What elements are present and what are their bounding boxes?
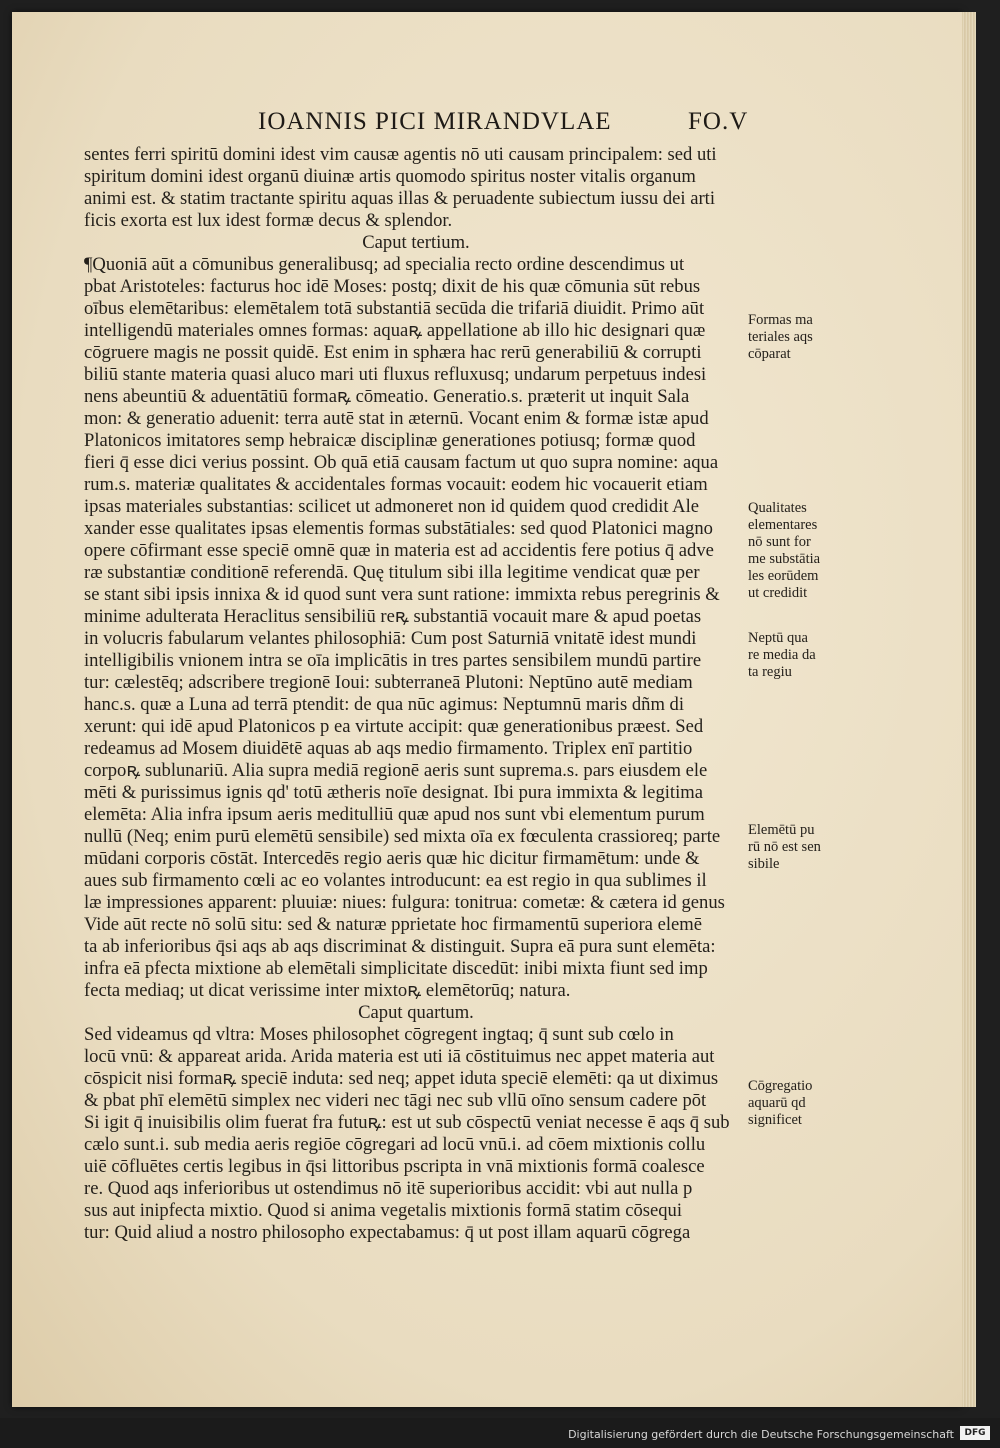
text-line: elemēta: Alia infra ipsum aeris meditulliū quæ apud nos sunt vbi elementum purum [84, 804, 705, 825]
margin-note-line: significet [748, 1112, 802, 1128]
margin-note [748, 822, 848, 873]
text-line: Si igit q̄ inuisibilis olim fuerat fra futuꝶ: est ut sub cōspectū veniat necesse ē aqs q̄ sub [84, 1112, 730, 1133]
text-line: re. Quod aqs inferioribus ut ostendimus nō itē superioribus accidit: vbi aut nulla p [84, 1178, 693, 1199]
text-line: cōgruere magis ne possit quidē. Est enim in sphæra hac rerū generabiliū & corrupti [84, 342, 702, 363]
text-line: & pbat phī elemētū simplex nec videri nec tāgi nec sub vllū oīno sensum cadere pōt [84, 1090, 707, 1111]
text-line: infra eā pfecta mixtione ab elemētali simplicitate discedūt: inibi mixta fiunt sed imp [84, 958, 708, 979]
margin-note-line: Cōgregatio [748, 1078, 813, 1094]
text-line: pbat Aristoteles: facturus hoc idē Moses: postq; dixit de his quæ cōmunia sūt rebus [84, 276, 701, 297]
chapter-heading: Caput tertium. [362, 232, 470, 253]
margin-note-line: nō sunt for [748, 534, 811, 550]
text-line: nens abeuntiū & aduentātiū formaꝶ cōmeatio. Generatio.s. præterit ut inquit Sala [84, 386, 690, 407]
text-line: ¶Quoniā aūt a cōmunibus generalibusq; ad specialia recto ordine descendimus ut [84, 254, 685, 275]
text-line: intelligendū materiales omnes formas: aquaꝶ appellatione ab illo hic designari quæ [84, 320, 706, 341]
margin-note-line: rū nō est sen [748, 839, 821, 855]
text-line: se stant sibi ipsis innixa & id quod sunt vera sunt ratione: immixta rebus peregrinis & [84, 584, 720, 605]
main-text-block [84, 144, 748, 1244]
margin-note [748, 630, 848, 681]
text-line: minime adulterata Heraclitus sensibiliū reꝶ substantiā vocauit mare & apud poetas [84, 606, 702, 627]
margin-note-line: me substātia [748, 551, 821, 567]
margin-note-line: aquarū qd [748, 1095, 806, 1111]
margin-note-line: teriales aqs [748, 329, 813, 345]
margin-note-line: Elemētū pu [748, 822, 815, 838]
text-line: mon: & generatio aduenit: terra autē stat in æternū. Vocant enim & formæ istæ apud [84, 408, 709, 429]
text-line: spiritum domini idest organū diuinæ artis quomodo spiritus noster vitalis organum [84, 166, 696, 187]
text-line: nullū (Neq; enim purū elemētū sensibile) sed mixta oīa ex fœculenta crassioreq; parte [84, 826, 721, 847]
margin-note-line: cōparat [748, 346, 791, 362]
text-line: intelligibilis vnionem intra se oīa implicātis in tres partes sensibilem mundū partire [84, 650, 702, 671]
margin-note-line: elementares [748, 517, 818, 533]
text-line: læ impressiones apparent: pluuiæ: niues: fulgura: tonitrua: cometæ: & cætera id genus [84, 892, 725, 913]
text-line: cōspicit nisi formaꝶ speciē induta: sed neq; appet iduta speciē elemēti: qa ut diximus [84, 1068, 719, 1089]
text-line: fecta mediaq; ut dicat verissime inter mixtoꝶ elemētorūq; natura. [84, 980, 571, 1001]
running-head-title: IOANNIS PICI MIRANDVLAE [258, 108, 612, 135]
text-line: rum.s. materiæ qualitates & accidentales formas vocauit: eodem hic vocauerit etiam [84, 474, 708, 495]
margin-note-line: Qualitates [748, 500, 807, 516]
text-line: fieri q̄ esse dici verius possint. Ob quā etiā causam factum ut quo supra nomine: aqua [84, 452, 719, 473]
margin-note-line: sibile [748, 856, 780, 872]
margin-note-line: ta regiu [748, 664, 792, 680]
text-line: mūdani corporis cōstāt. Intercedēs regio aeris quæ hic dicitur firmamētum: unde & [84, 848, 700, 869]
text-line: Platonicos imitatores semp hebraicæ disciplinæ generationes potiusq; formæ quod [84, 430, 696, 451]
text-line: ræ substantiæ conditionē referendā. Quę titulum sibi illa legitime vendicat quæ per [84, 562, 700, 583]
text-line: redeamus ad Mosem diuidētē aquas ab aqs medio firmamento. Triplex enī partitio [84, 738, 693, 759]
text-line: ipsas materiales substantias: scilicet ut admoneret non id quidem quod credidit Ale [84, 496, 700, 517]
text-line: tur: Quid aliud a nostro philosopho expectabamus: q̄ ut post illam aquarū cōgrega [84, 1222, 691, 1243]
text-line: oībus elemētaribus: elemētalem totā substantiā secūda die trifariā diuidit. Primo aūt [84, 298, 705, 319]
text-line: Sed videamus qd vltra: Moses philosophet cōgregent ingtaq; q̄ sunt sub cœlo in [84, 1024, 674, 1045]
margin-note-line: ut credidit [748, 585, 808, 601]
text-line: locū vnū: & appareat arida. Arida materia est uti iā cōstituimus nec appet materia aut [84, 1046, 715, 1067]
funding-credit: Digitalisierung gefördert durch die Deutsche Forschungsgemeinschaft [568, 1428, 954, 1441]
text-line: ta ab inferioribus q̄si aqs ab aqs discriminat & distinguit. Supra eā pura sunt elemēta: [84, 936, 716, 957]
page-edge [962, 12, 976, 1407]
text-line: sus aut inipfecta mixtio. Quod si anima vegetalis mixtionis formā statim cōsequi [84, 1200, 682, 1221]
margin-note [748, 1078, 848, 1129]
text-line: mēti & purissimus ignis qd' totū ætheris noīe designat. Ibi pura immixta & legitima [84, 782, 703, 803]
margin-note [748, 312, 848, 363]
text-line: opere cōfirmant esse speciē omnē quæ in materia est ad accidentis fere potius q̄ adve [84, 540, 714, 561]
text-line: in volucris fabularum velantes philosophiā: Cum post Saturniā vnitatē idest mundi [84, 628, 697, 649]
margin-note-line: Formas ma [748, 312, 813, 328]
margin-note [748, 500, 848, 602]
text-line: uiē cōfluētes certis legibus in q̄si littoribus pscripta in vnā mixtionis formā coalesce [84, 1156, 705, 1177]
text-line: biliū stante materia quasi aluco mari uti fluxus refluxusq; undarum perpetuus indesi [84, 364, 707, 385]
dfg-logo: DFG [960, 1426, 990, 1440]
text-line: xerunt: qui idē apud Platonicos p ea virtute accipit: quæ generationibus præest. Sed [84, 716, 704, 737]
margin-note-line: Neptū qua [748, 630, 808, 646]
text-line: Vide aūt recte nō solū situ: sed & naturæ pprietate hoc firmamentū superiora elemē [84, 914, 702, 935]
text-line: aues sub firmamento cœli ac eo volantes introducunt: ea est regio in qua sublimes il [84, 870, 707, 891]
text-line: xander esse qualitates ipsas elementis formas substātiales: sed quod Platonici magno [84, 518, 713, 539]
margin-note-line: les eorūdem [748, 568, 819, 584]
text-line: corpoꝶ sublunariū. Alia supra mediā regionē aeris sunt suprema.s. pars eiusdem ele [84, 760, 708, 781]
text-line: sentes ferri spiritū domini idest vim causæ agentis nō uti causam principalem: sed uti [84, 144, 717, 165]
text-line: cælo sunt.i. sub media aeris regiōe cōgregari ad locū vnū.i. ad cōem mixtionis collu [84, 1134, 706, 1155]
text-line: hanc.s. quæ a Luna ad terrā ptendit: de qua nūc agimus: Neptumnū maris dñm di [84, 694, 685, 715]
margin-note-line: re media da [748, 647, 816, 663]
text-line: tur: cælestēq; adscribere tregionē Ioui: subterraneā Plutoni: Neptūno autē mediam [84, 672, 693, 693]
text-line: animi est. & statim tractante spiritu aquas illas & peruadente subiectum iussu dei arti [84, 188, 715, 209]
chapter-heading: Caput quartum. [358, 1002, 474, 1023]
folio-number: FO.V [688, 108, 749, 135]
text-line: ficis exorta est lux idest formæ decus & splendor. [84, 210, 453, 231]
